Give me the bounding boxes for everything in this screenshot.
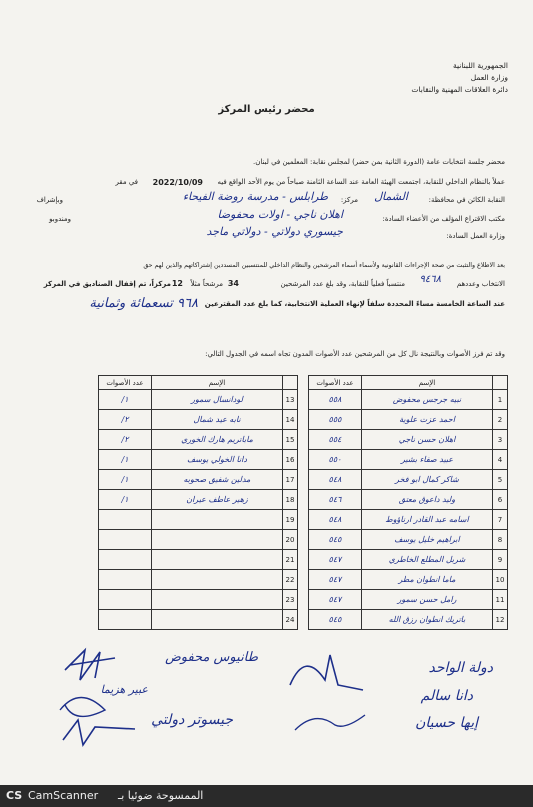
table-row [309, 390, 508, 410]
signature-4: دولة الواحد [428, 660, 493, 676]
paragraph-line-3: مكتب الاقتراع المؤلف من الأعضاء السادة: [382, 215, 505, 223]
vote-count: ١/ [99, 390, 152, 410]
table-row [309, 610, 508, 630]
vote-count [99, 610, 152, 630]
paragraph-line-1b: في مقر [115, 178, 138, 186]
page-title: محضر رئيس المركز [218, 104, 315, 115]
signature-scribbles [55, 640, 165, 760]
table-row [309, 570, 508, 590]
vote-count: ١/ [99, 450, 152, 470]
footer-app-name: CamScanner [28, 789, 99, 802]
voters-count-handwritten: ٩٦٨ تسعمائة وثمانية [89, 296, 198, 311]
candidate-name: ماباتريم هارك الخوري [152, 430, 283, 450]
vote-count: ١/ [99, 490, 152, 510]
letterhead-ministry: وزارة العمل [470, 73, 508, 82]
signature-scribbles-right [285, 645, 375, 745]
center-handwritten: طرابلس - مدرسة روضة الفيحاء [182, 190, 328, 203]
members-count-handwritten: ٩٤٦٨ [419, 274, 441, 285]
seats-count: 12 [171, 279, 183, 288]
row-number: 16 [283, 450, 298, 470]
row-number: 21 [283, 550, 298, 570]
table-row [99, 390, 298, 410]
candidate-name: لودانسال سمور [152, 390, 283, 410]
vote-count [99, 550, 152, 570]
signature-2: عبير هزيما [100, 683, 148, 696]
table-row [99, 510, 298, 530]
row-number: 3 [493, 430, 508, 450]
candidate-name [152, 530, 283, 550]
vote-count: ٥٤٦ [309, 490, 362, 510]
table-row [99, 610, 298, 630]
vote-count: ٥٥٨ [309, 390, 362, 410]
candidate-name: نبيه جرجس محفوض [362, 390, 493, 410]
paragraph-line-7: عند الساعة الخامسة مساءً المحددة سلفاً لإنهاء العملية الانتخابية، كما بلغ عدد المقترعين [204, 300, 505, 308]
candidate-name: احمد عزت علوية [362, 410, 493, 430]
row-number: 6 [493, 490, 508, 510]
center-label: مركز: [340, 196, 358, 204]
table-row [99, 450, 298, 470]
candidate-name: باتريك انطوان رزق الله [362, 610, 493, 630]
row-number: 18 [283, 490, 298, 510]
candidate-name: مدلين شفيق صحوبه [152, 470, 283, 490]
row-number: 8 [493, 530, 508, 550]
candidate-name: وليد داعوق معتق [362, 490, 493, 510]
signature-3: جيسوتر دولتي [151, 712, 233, 728]
table-row [99, 430, 298, 450]
table-row [99, 570, 298, 590]
candidate-name [152, 510, 283, 530]
candidates-count: 34 [227, 279, 239, 288]
meeting-date: 2022/10/09 [152, 178, 203, 187]
vote-count [99, 570, 152, 590]
candidate-name [152, 590, 283, 610]
header-name: الإسم [152, 376, 283, 390]
row-number: 23 [283, 590, 298, 610]
vote-count [99, 590, 152, 610]
ministry-delegates-handwritten: جيسوري دولاتي - دولاتي ماجد [206, 225, 343, 238]
header-number [493, 376, 508, 390]
candidate-name: اهلان حسن ناجي [362, 430, 493, 450]
letterhead-department: دائرة العلاقات المهنية والنقابات [411, 85, 508, 94]
supervision-label: وبإشراف [36, 196, 63, 204]
paragraph-line-6: الانتخاب وعددهم [456, 280, 505, 288]
candidate-name [152, 610, 283, 630]
signature-5: دانا سالم [420, 688, 473, 704]
vote-count: ٥٤٧ [309, 550, 362, 570]
row-number: 20 [283, 530, 298, 550]
table-row [309, 410, 508, 430]
candidate-name: رامل حسن سمور [362, 590, 493, 610]
paragraph-line-6c: مرشحاً مثلاً [190, 280, 223, 288]
vote-count [99, 530, 152, 550]
paragraph-line-1: عملاً بالنظام الداخلي للنقابة، اجتمعت الهيئة العامة عند الساعة الثامنة صباحاً من يوم الأحد الواقع فيه [217, 178, 505, 186]
paragraph-line-2: النقابة الكائن في محافظة: [428, 196, 505, 204]
vote-count: ١/ [99, 470, 152, 490]
intro-line: محضر جلسة انتخابات عامة (الدورة الثانية بمن حضر) لمجلس نقابة: المعلمين في لبنان. [252, 158, 505, 166]
candidate-name: اسامه عبد القادر ارناؤوط [362, 510, 493, 530]
camscanner-icon: CS [6, 789, 23, 802]
paragraph-line-6b: منتسباً فعلياً للنقابة، وقد بلغ عدد المرشحين [280, 280, 405, 288]
row-number: 1 [493, 390, 508, 410]
table-row [99, 530, 298, 550]
vote-count: ٥٤٥ [309, 610, 362, 630]
candidate-name: نابه عيد شمال [152, 410, 283, 430]
table-row [99, 470, 298, 490]
vote-count: ٥٤٧ [309, 570, 362, 590]
vote-count [99, 510, 152, 530]
paragraph-line-6d: مركزاً، تم إقفال الصناديق في المركز [43, 280, 171, 288]
vote-count: ٢/ [99, 410, 152, 430]
row-number: 2 [493, 410, 508, 430]
row-number: 24 [283, 610, 298, 630]
table-row [309, 450, 508, 470]
row-number: 7 [493, 510, 508, 530]
candidate-name [152, 570, 283, 590]
row-number: 13 [283, 390, 298, 410]
header-votes: عدد الأصوات [309, 376, 362, 390]
table-row [309, 550, 508, 570]
row-number: 11 [493, 590, 508, 610]
footer-arabic: الممسوحة ضوئيا بـ [118, 789, 204, 802]
letterhead-country: الجمهورية اللبنانية [452, 61, 508, 70]
delegates-label: ومندوبو [49, 215, 71, 223]
vote-count: ٥٤٨ [309, 470, 362, 490]
candidate-name: عبيد صفاء بشير [362, 450, 493, 470]
vote-count: ٥٤٧ [309, 590, 362, 610]
vote-count: ٥٥٤ [309, 430, 362, 450]
row-number: 19 [283, 510, 298, 530]
table-row [309, 430, 508, 450]
row-number: 5 [493, 470, 508, 490]
vote-count: ٥٤٥ [309, 530, 362, 550]
results-table-left [98, 375, 298, 630]
table-row [99, 490, 298, 510]
table-row [309, 590, 508, 610]
table-row [99, 590, 298, 610]
vote-count: ٥٤٨ [309, 510, 362, 530]
row-number: 17 [283, 470, 298, 490]
row-number: 15 [283, 430, 298, 450]
header-name: الإسم [362, 376, 493, 390]
candidate-name: ابراهيم خليل يوسف [362, 530, 493, 550]
table-row [309, 510, 508, 530]
candidate-name: ماما انطوان مطر [362, 570, 493, 590]
table-row [309, 470, 508, 490]
table-row [309, 530, 508, 550]
signature-6: إيها حسيان [415, 715, 478, 731]
row-number: 4 [493, 450, 508, 470]
vote-count: ٥٥٠ [309, 450, 362, 470]
row-number: 10 [493, 570, 508, 590]
candidate-name: زهير عاطف عيران [152, 490, 283, 510]
vote-count: ٢/ [99, 430, 152, 450]
row-number: 14 [283, 410, 298, 430]
candidate-name: شاكر كمال ابو فخر [362, 470, 493, 490]
signature-1: طانيوس محفوض [165, 650, 258, 665]
governorate-handwritten: الشمال [374, 190, 408, 203]
scanner-footer [0, 785, 533, 807]
table-row [99, 550, 298, 570]
results-table-right [308, 375, 508, 630]
candidate-name [152, 550, 283, 570]
table-row [309, 490, 508, 510]
vote-count: ٥٥٥ [309, 410, 362, 430]
members-handwritten: اهلان ناجي - اولات محفوضا [217, 208, 343, 221]
candidate-name: دانا الخولي يوسف [152, 450, 283, 470]
candidate-name: شربل المطلع الخاطري [362, 550, 493, 570]
row-number: 9 [493, 550, 508, 570]
header-number [283, 376, 298, 390]
row-number: 12 [493, 610, 508, 630]
paragraph-line-5: بعد الاطلاع والتثبت من صحة الإجراءات القانونية ولأسماء أسماء المرشحين والنظام الداخلي للمنتسبين المسددين إشتراكاتهم والذين لهم حق [143, 262, 505, 269]
letterhead [411, 60, 508, 96]
header-votes: عدد الأصوات [99, 376, 152, 390]
table-row [99, 410, 298, 430]
row-number: 22 [283, 570, 298, 590]
paragraph-line-4: وزارة العمل السادة: [446, 232, 505, 240]
paragraph-line-8: وقد تم فرز الأصوات وبالنتيجة نال كل من المرشحين عدد الأصوات المدون تجاه اسمه في الجدول التالي: [205, 350, 505, 358]
